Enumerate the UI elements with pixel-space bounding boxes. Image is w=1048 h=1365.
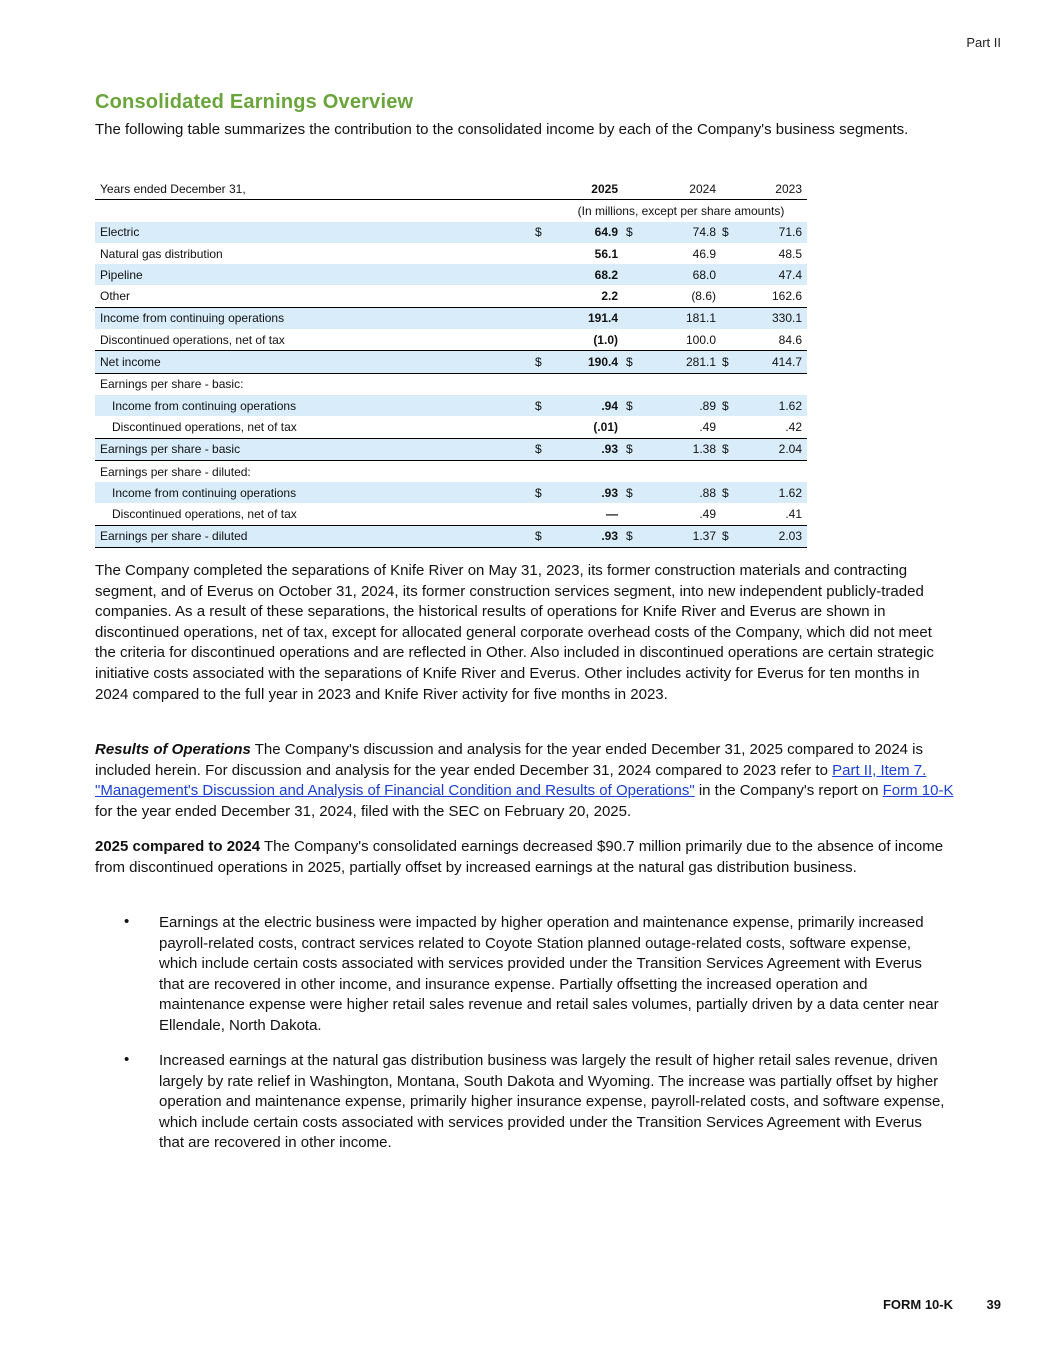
year-2025: 2025 [555,178,626,200]
currency-2023 [722,460,742,482]
table-row [95,416,807,438]
table-row [95,307,807,329]
year-2024: 2024 [646,178,722,200]
value-2023: 84.6 [778,332,802,347]
currency-2024: $ [626,438,646,460]
value-2024: .88 [646,482,722,503]
table-header-label: Years ended December 31, [95,178,535,200]
row-label: Income from continuing operations [95,307,535,329]
currency-2023 [722,416,742,438]
table-row [95,503,807,525]
value-2024: (8.6) [691,289,716,304]
value-2024: 74.8 [646,222,722,243]
table-row [95,222,807,243]
bullet-dot: • [124,913,130,930]
currency-2024 [626,307,646,329]
row-label: Discontinued operations, net of tax [112,419,297,434]
value-2024: .49 [699,419,716,434]
currency-2025 [535,243,555,264]
table-row [95,395,807,416]
table-row [95,329,807,351]
value-2023: 1.62 [742,482,807,503]
page-number: 39 [986,1297,1001,1312]
currency-2025 [535,285,555,307]
currency-2023 [722,243,742,264]
value-2024: 1.38 [646,438,722,460]
value-2025: .93 [555,525,626,547]
table-row [95,243,807,264]
results-lead: Results of Operations [95,741,251,758]
row-label: Earnings per share - diluted [95,525,535,547]
mdna-link[interactable]: Part II, Item 7. "Management's Discussion and Analysis of Financial Condition and Results of Operations" [95,761,927,800]
currency-2025: $ [535,395,555,416]
value-2025: (1.0) [593,332,618,347]
currency-2023: $ [722,482,742,503]
value-2023: .42 [785,419,802,434]
value-2023 [742,460,807,482]
comparison-text: The Company's consolidated earnings decreased $90.7 million primarily due to the absence of income from discontinued operations in 2025, partially offset by increased earnings at the natural gas distribution business. [95,838,944,876]
table-subheader-row [95,200,807,222]
currency-2025: $ [535,351,555,373]
currency-2023: $ [722,438,742,460]
value-2023: .41 [785,507,802,522]
value-2023: 47.4 [742,264,807,285]
bullet-dot: • [124,1051,130,1068]
comparison-paragraph [95,837,955,878]
currency-2024: $ [626,351,646,373]
currency-2025 [535,503,555,525]
currency-2023: $ [722,351,742,373]
currency-2024 [626,264,646,285]
value-2025: .94 [555,395,626,416]
results-text-c: for the year ended December 31, 2024, filed with the SEC on February 20, 2025. [95,802,632,820]
currency-2023 [722,329,742,351]
row-label: Pipeline [95,264,535,285]
year-2023: 2023 [742,178,807,200]
form-10k-link[interactable]: Form 10-K [882,782,954,800]
currency-2024: $ [626,222,646,243]
currency-2025 [535,264,555,285]
value-2023: 48.5 [778,246,802,261]
value-2025: .93 [555,482,626,503]
value-2024: 100.0 [685,332,716,347]
currency-2025: $ [535,482,555,503]
comparison-lead: 2025 compared to 2024 [95,838,261,855]
currency-2024: $ [626,395,646,416]
value-2023: 71.6 [742,222,807,243]
intro-paragraph: The following table summarizes the contribution to the consolidated income by each of the Company's business segments. [95,121,909,138]
currency-2025 [535,307,555,329]
table-row [95,373,807,395]
currency-2025: $ [535,222,555,243]
value-2023: 162.6 [771,289,802,304]
currency-2024: $ [626,525,646,547]
value-2024: 1.37 [646,525,722,547]
table-row [95,351,807,373]
row-label: Earnings per share - diluted: [100,464,251,479]
results-text-b: in the Company's report on [694,782,883,800]
results-text-a: The Company's discussion and analysis for the year ended December 31, 2025 compared to 2024 is included herein. For discussion and analysis for the year ended December 31, 2024 compared to 2023 refer to [95,741,924,779]
currency-2025 [535,329,555,351]
value-2023: 2.04 [742,438,807,460]
value-2024: 181.1 [646,307,722,329]
value-2024: .49 [699,507,716,522]
currency-2025: $ [535,525,555,547]
value-2023: 414.7 [742,351,807,373]
row-label: Earnings per share - basic [95,438,535,460]
row-label: Income from continuing operations [95,482,535,503]
row-label: Discontinued operations, net of tax [112,507,297,522]
value-2025: 2.2 [601,289,618,304]
currency-2025 [535,373,555,395]
value-2025 [555,373,626,395]
value-2023 [742,373,807,395]
value-2024: .89 [646,395,722,416]
value-2025: — [606,507,618,522]
row-label: Earnings per share - basic: [100,377,244,392]
table-row [95,438,807,460]
currency-2023: $ [722,525,742,547]
value-2025: .93 [555,438,626,460]
table-row [95,482,807,503]
currency-2023: $ [722,395,742,416]
section-title: Consolidated Earnings Overview [95,91,414,113]
results-paragraph [95,740,955,822]
value-2024 [646,373,722,395]
value-2025: 64.9 [555,222,626,243]
currency-2024 [626,416,646,438]
table-row [95,460,807,482]
table-header-row [95,178,807,200]
value-2025: 56.1 [594,246,618,261]
currency-2023: $ [722,222,742,243]
row-label: Natural gas distribution [100,246,223,261]
row-label: Income from continuing operations [95,395,535,416]
currency-2025 [535,416,555,438]
separation-paragraph: The Company completed the separations of Knife River on May 31, 2023, its former construction materials and contracting segment, and of Everus on October 31, 2024, its former construction services segment, into new independent publicly-traded companies. As a result of these separations, the historical results of operations for Knife River and Everus are shown in discontinued operations, net of tax, except for allocated general corporate overhead costs of the Company, which did not meet the criteria for discontinued operations and are reflected in Other. Also included in discontinued operations are certain strategic initiative costs associated with the separations of Knife River and Everus. Other includes activity for Everus for ten months in 2024 compared to the full year in 2023 and Knife River activity for five months in 2023. [95,562,934,703]
value-2024 [646,460,722,482]
row-label: Discontinued operations, net of tax [100,332,285,347]
currency-2023 [722,285,742,307]
bullet-natural-gas: Increased earnings at the natural gas distribution business was largely the result of higher retail sales revenue, driven largely by rate relief in Washington, Montana, South Dakota and Wyoming. The increase was partially offset by higher operation and maintenance expense, primarily higher insurance expense, payroll-related costs, and software expense, which include certain costs associated with services provided under the Transition Services Agreement with Everus that are recovered in other income. [159,1052,945,1152]
currency-2023 [722,503,742,525]
value-2025: 190.4 [555,351,626,373]
value-2025: (.01) [593,419,618,434]
row-label: Other [100,289,131,304]
value-2024: 281.1 [646,351,722,373]
value-2024: 68.0 [646,264,722,285]
value-2023: 1.62 [742,395,807,416]
currency-2023 [722,264,742,285]
value-2025 [555,460,626,482]
value-2023: 330.1 [742,307,807,329]
currency-2024 [626,373,646,395]
table-row [95,285,807,307]
footer-form-label: FORM 10-K [882,1297,953,1312]
row-label: Electric [95,222,535,243]
currency-2024: $ [626,482,646,503]
value-2025: 68.2 [555,264,626,285]
value-2024: 46.9 [692,246,716,261]
value-2023: 2.03 [742,525,807,547]
row-label: Net income [95,351,535,373]
table-row [95,525,807,547]
currency-2025: $ [535,438,555,460]
currency-2023 [722,373,742,395]
currency-2024 [626,329,646,351]
table-subheader: (In millions, except per share amounts) [577,203,785,218]
table-row [95,264,807,285]
currency-2024 [626,285,646,307]
currency-2024 [626,503,646,525]
currency-2024 [626,460,646,482]
currency-2024 [626,243,646,264]
value-2025: 191.4 [555,307,626,329]
currency-2025 [535,460,555,482]
earnings-table [95,178,807,548]
part-label: Part II [966,35,1001,50]
currency-2023 [722,307,742,329]
bullet-electric: Earnings at the electric business were impacted by higher operation and maintenance expense, primarily increased payroll-related costs, contract services related to Coyote Station planned outage-related costs, software expense, which include certain costs associated with services provided under the Transition Services Agreement with Everus that are recovered in other income, and insurance expense. Partially offsetting the increased operation and maintenance expense were higher retail sales revenue and retail sales volumes, partially driven by a data center near Ellendale, North Dakota. [159,914,939,1034]
